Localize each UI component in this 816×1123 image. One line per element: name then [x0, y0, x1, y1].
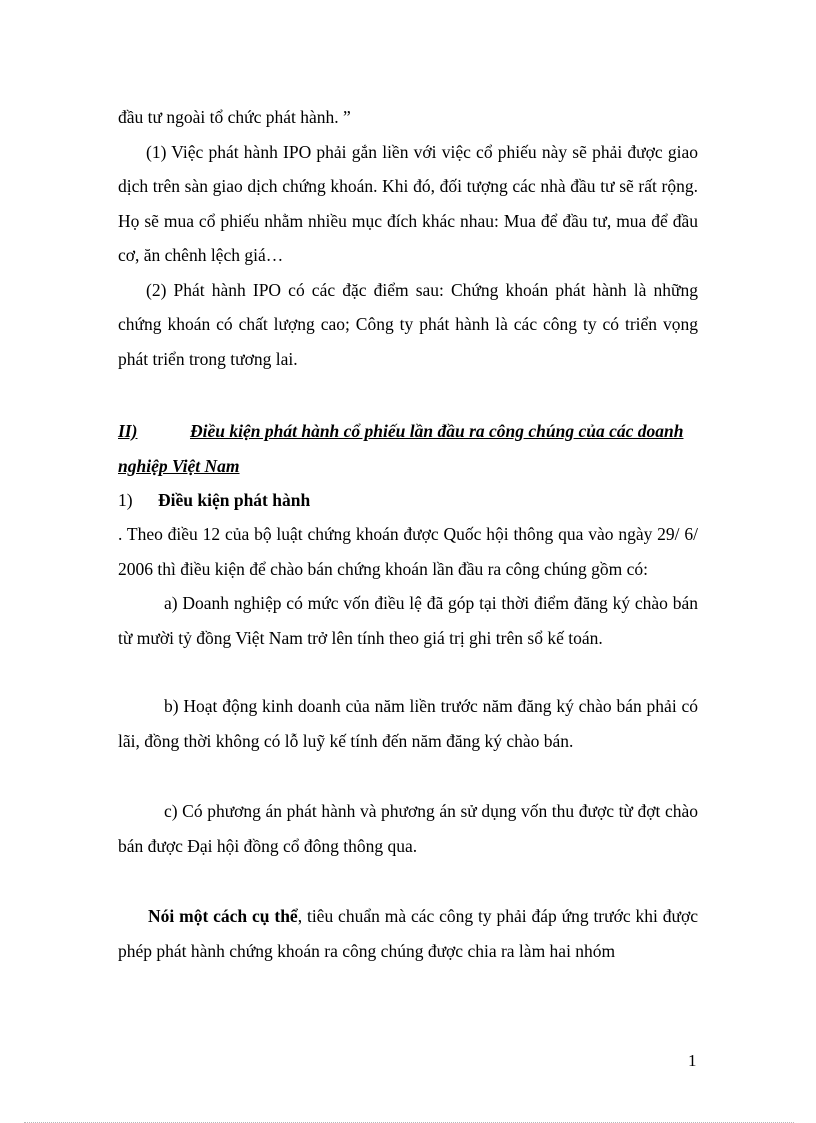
- spacer: [118, 655, 698, 689]
- subsection-heading: [118, 483, 698, 517]
- summary-rest: , tiêu chuẩn mà các công ty phải đáp ứng trước khi được phép phát hành chứng khoán ra công chúng được chia ra làm hai nhóm: [118, 906, 698, 961]
- condition-item-a: a) Doanh nghiệp có mức vốn điều lệ đã góp tại thời điểm đăng ký chào bán từ mười tỷ đồng Việt Nam trở lên tính theo giá trị ghi trên sổ kế toán.: [118, 593, 698, 648]
- spacer: [118, 376, 698, 414]
- paragraph-law-intro: . Theo điều 12 của bộ luật chứng khoán được Quốc hội thông qua vào ngày 29/ 6/ 2006 thì điều kiện để chào bán chứng khoán lần đầu ra công chúng gồm có:: [118, 524, 698, 579]
- section-number: II): [118, 421, 138, 441]
- section-heading: [118, 414, 698, 483]
- spacer: [118, 758, 698, 794]
- condition-item-b: b) Hoạt động kinh doanh của năm liền trước năm đăng ký chào bán phải có lãi, đồng thời không có lỗ luỹ kế tính đến năm đăng ký chào bán.: [118, 696, 698, 751]
- paragraph-ipo-features: (2) Phát hành IPO có các đặc điểm sau: Chứng khoán phát hành là những chứng khoán có chất lượng cao; Công ty phát hành là các công ty có triển vọng phát triển trong tương lai.: [118, 279, 698, 369]
- condition-item-c: c) Có phương án phát hành và phương án sử dụng vốn thu được từ đợt chào bán được Đại hội đồng cổ đông thông qua.: [118, 801, 698, 856]
- paragraph-ipo-trading: (1) Việc phát hành IPO phải gắn liền với việc cổ phiếu này sẽ phải được giao dịch trên sàn giao dịch chứng khoán. Khi đó, đối tượng các nhà đầu tư sẽ rất rộng. Họ sẽ mua cổ phiếu nhằm nhiều mục đích khác nhau: Mua để đầu tư, mua để đầu cơ, ăn chênh lệch giá…: [118, 141, 698, 265]
- page-number: 1: [688, 1051, 697, 1070]
- spacer: [118, 863, 698, 899]
- section-title: Điều kiện phát hành cổ phiếu lần đầu ra công chúng của các doanh nghiệp Việt Nam: [118, 421, 684, 476]
- subsection-title: Điều kiện phát hành: [158, 490, 311, 510]
- paragraph-continuation: đầu tư ngoài tổ chức phát hành. ”: [118, 107, 351, 127]
- subsection-number: 1): [118, 490, 133, 510]
- page-content: [118, 100, 698, 968]
- summary-lead: Nói một cách cụ thể: [148, 906, 298, 926]
- paragraph-summary: [118, 899, 698, 968]
